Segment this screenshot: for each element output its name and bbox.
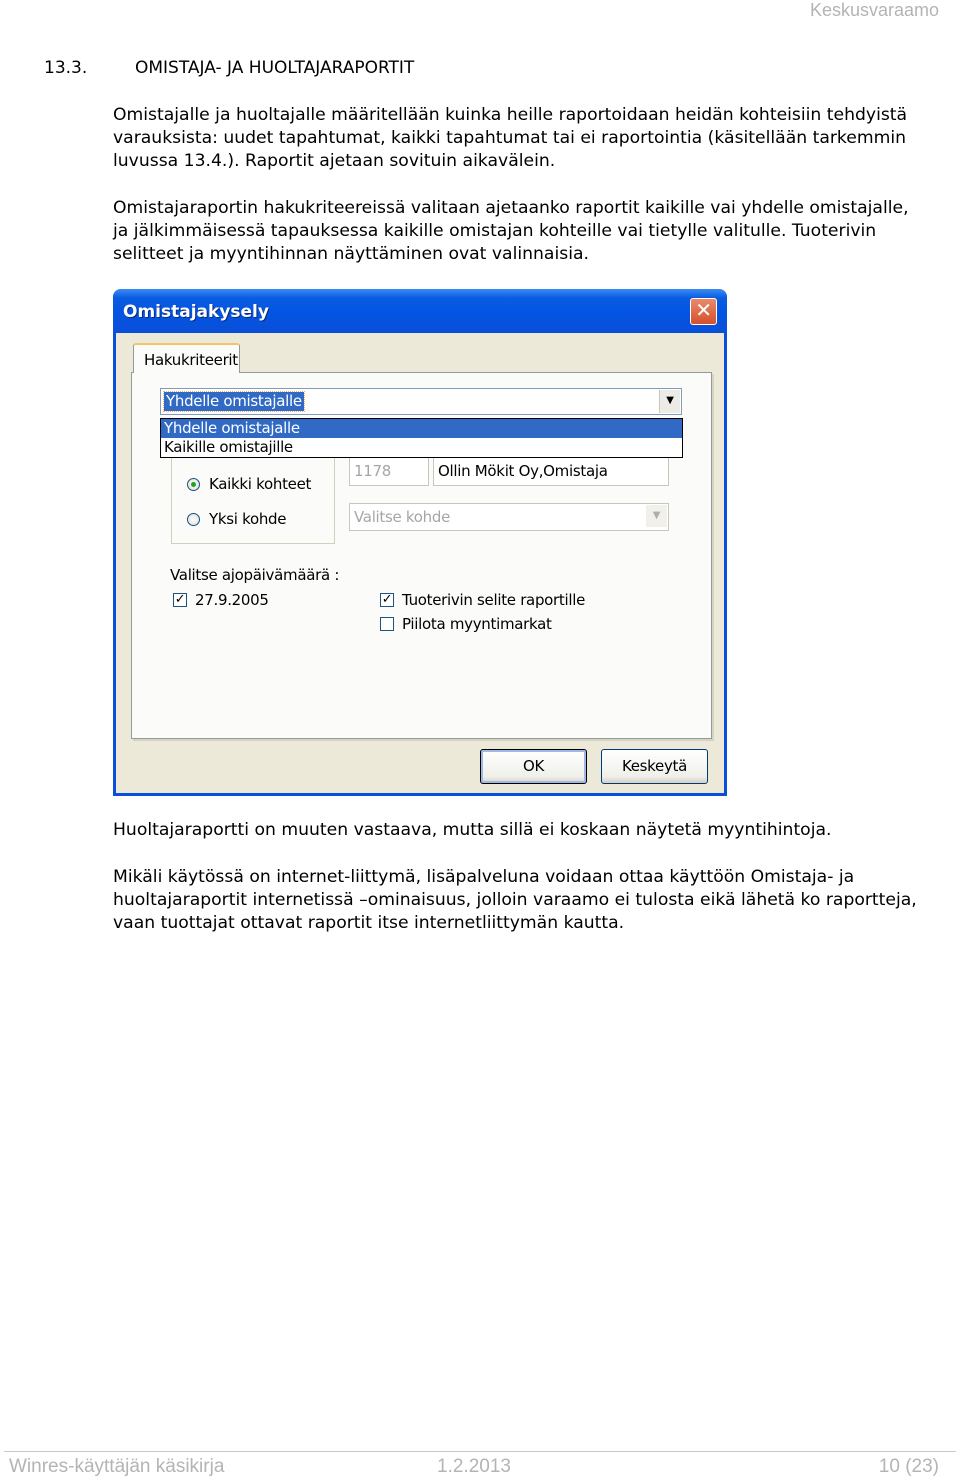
date-checkbox[interactable] — [173, 591, 269, 609]
section-title: OMISTAJA- JA HUOLTAJARAPORTIT — [135, 58, 415, 78]
target-select[interactable] — [349, 503, 669, 531]
close-icon[interactable]: ✕ — [690, 298, 717, 325]
target-radio-group — [171, 445, 335, 544]
cancel-button[interactable]: Keskeytä — [601, 749, 708, 784]
paragraph-maintainer: Huoltajaraportti on muuten vastaava, mutta sillä ei koskaan näytetä myyntihintoja. — [113, 820, 832, 840]
owner-scope-dropdown-list — [160, 418, 683, 458]
dropdown-option[interactable]: Yhdelle omistajalle — [161, 419, 682, 438]
dialog-titlebar — [113, 289, 727, 333]
dialog-title: Omistajakysely — [123, 302, 269, 322]
date-label: Valitse ajopäivämäärä : — [170, 566, 340, 584]
paragraph-intro: Omistajalle ja huoltajalle määritellään kuinka heille raportoidaan heidän kohteisiin tehdyistä varauksista: uudet tapahtumat, kaikki tapahtumat tai ei raportointia (käsitellään tarkemmin luvussa 13.4.). Raportit ajetaan sovituin aikavälein. — [113, 105, 908, 171]
radio-one-target-label: Yksi kohde — [209, 510, 287, 528]
row-description-label: Tuoterivin selite raportille — [402, 591, 586, 609]
footer-divider — [4, 1451, 956, 1452]
owner-id-field: 1178 — [349, 457, 429, 486]
empty-checkbox-icon — [380, 617, 394, 631]
footer-date: 1.2.2013 — [437, 1456, 511, 1477]
paragraph-criteria: Omistajaraportin hakukriteereissä valitaan ajetaanko raportit kaikille vai yhdelle omistajalle, ja jälkimmäisessä tapauksessa kaikille omistajan kohteille vai tietylle valitulle. Tuoterivin selitteet ja myyntihinnan näyttäminen ovat valinnaisia. — [113, 198, 909, 264]
hide-prices-label: Piilota myyntimarkat — [402, 615, 552, 633]
date-value: 27.9.2005 — [195, 591, 269, 609]
section-heading — [44, 58, 414, 78]
paragraph-internet: Mikäli käytössä on internet-liittymä, lisäpalveluna voidaan ottaa käyttöön Omistaja- ja huoltajaraportit internetissä –ominaisuus, jolloin varaamo ei tulosta eikä lähetä ko raportteja, vaan tuottajat ottavat raportit itse internetliittymän kautta. — [113, 867, 917, 933]
radio-unselected-icon — [187, 513, 200, 526]
chevron-down-icon[interactable]: ▼ — [646, 505, 667, 527]
row-description-checkbox[interactable] — [380, 591, 585, 609]
ok-button[interactable]: OK — [480, 749, 587, 784]
radio-one-target[interactable] — [187, 510, 286, 528]
chevron-down-icon[interactable]: ▼ — [659, 390, 680, 413]
section-number: 13.3. — [44, 58, 88, 78]
radio-selected-icon — [187, 478, 200, 491]
footer-page-number: 10 (23) — [878, 1456, 939, 1477]
target-select-placeholder: Valitse kohde — [354, 508, 451, 526]
tab-search-criteria[interactable]: Hakukriteerit — [133, 343, 240, 373]
owner-query-dialog — [113, 289, 727, 796]
header-brand: Keskusvaraamo — [809, 0, 939, 20]
radio-all-targets[interactable] — [187, 475, 311, 493]
checkmark-icon: ✓ — [174, 592, 186, 607]
owner-scope-selected: Yhdelle omistajalle — [166, 392, 302, 410]
footer-manual-title: Winres-käyttäjän käsikirja — [9, 1456, 225, 1477]
hide-prices-checkbox[interactable] — [380, 615, 552, 633]
radio-all-targets-label: Kaikki kohteet — [209, 475, 312, 493]
owner-name-field: Ollin Mökit Oy,Omistaja — [433, 457, 669, 486]
owner-scope-select[interactable] — [160, 388, 682, 415]
checkmark-icon: ✓ — [381, 592, 393, 607]
dropdown-option[interactable]: Kaikille omistajille — [164, 438, 293, 456]
